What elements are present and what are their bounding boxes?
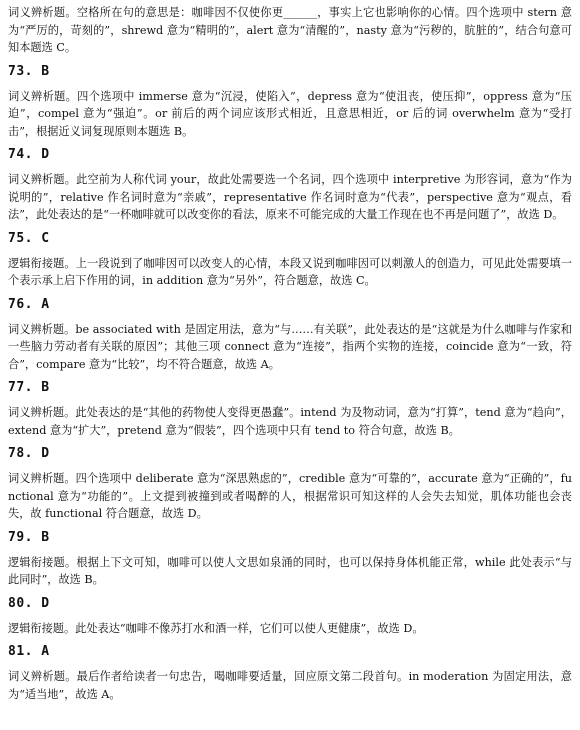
question-number: 74. D — [8, 147, 50, 162]
answer-item-75 — [8, 230, 572, 290]
explanation-text: 词义辨析题。四个选项中 deliberate 意为“深思熟虑的”，credible 意为“可靠的”，accurate 意为“正确的”，functional 意为“功能的”。上文提到被撞到或者喝醉的人，根据常识可知这样的人会失去知觉，肌体功能也会丧失，故 functional 符合题意，故选 D。 — [8, 472, 572, 520]
answer-item-81 — [8, 643, 572, 703]
question-number: 73. B — [8, 63, 50, 79]
answer-item-80 — [8, 595, 572, 638]
explanation-text: 词义辨析题。此处表达的是“其他的药物使人变得更愚蠢”。intend 为及物动词，意为“打算”，tend 意为“趋向”，extend 意为“扩大”，pretend 意为“假装”，四个选项中只有 tend to 符合句意，故选 B。 — [8, 406, 572, 437]
answer-item-73 — [8, 63, 572, 141]
explanation-text: 逻辑衔接题。上一段说到了咖啡因可以改变人的心情，本段又说到咖啡因可以刺激人的创造力，可见此处需要填一个表示承上启下作用的词，in addition 意为“另外”，符合题意，故选 C。 — [8, 256, 572, 287]
question-number: 75. C — [8, 230, 50, 246]
answer-item-76 — [8, 296, 572, 374]
answer-item-72 — [8, 4, 572, 57]
explanation-text: 词义辨析题。最后作者给读者一句忠告，喝咖啡要适量，回应原文第二段首句。in moderation 为固定用法，意为“适当地”，故选 A。 — [8, 670, 572, 701]
explanation-text: 词义辨析题。be associated with 是固定用法，意为“与……有关联”，此处表达的是“这就是为什么咖啡与作家和一些脑力劳动者有关联的原因”；其他三项 connect 意为“连接”，指两个实物的连接，coincide 意为“一致，符合”，compare 意为“比较”，均不符合题意，故选 A。 — [8, 322, 572, 371]
answer-item-77 — [8, 379, 572, 439]
question-number: 78. D — [8, 446, 50, 461]
question-number: 76. A — [8, 296, 50, 312]
question-number: 77. B — [8, 380, 50, 395]
answer-item-78 — [8, 445, 572, 523]
question-number: 79. B — [8, 529, 50, 545]
question-number: 80. D — [8, 595, 50, 611]
explanation-text: 逻辑衔接题。此处表达“咖啡不像苏打水和酒一样，它们可以使人更健康”，故选 D。 — [8, 621, 424, 635]
explanation-text: 词义辨析题。四个选项中 immerse 意为“沉浸，使陷入”，depress 意为“使沮丧，使压抑”，oppress 意为“压迫”，compel 意为“强迫”。or 前后的两个词应该形式相近，且意思相近，or 后的词 overwhelm 意为“受打击”，根据近义词复现原则本题选 B。 — [8, 89, 572, 138]
answer-item-79 — [8, 529, 572, 589]
explanation-text: 逻辑衔接题。根据上下文可知，咖啡可以使人文思如泉涌的同时，也可以保持身体机能正常，while 此处表示“与此同时”，故选 B。 — [8, 555, 572, 586]
explanation-text: 词义辨析题。此空前为人称代词 your，故此处需要选一个名词，四个选项中 interpretive 为形容词，意为“作为说明的”，relative 作名词时意为“亲戚”，representative 作名词时意为“代表”，perspective 意为“观点，看法”，此处表达的是“一杯咖啡就可以改变你的看法，原来不可能完成的大量工作现在也不再是问题了”，故选 D。 — [8, 173, 572, 221]
answer-item-74 — [8, 146, 572, 224]
explanation-text: 词义辨析题。空格所在句的意思是：咖啡因不仅使你更______，事实上它也影响你的心情。四个选项中 stern 意为“严厉的，苛刻的”，shrewd 意为“精明的”，alert 意为“清醒的”，nasty 意为“污秽的，肮脏的”，结合句意可知本题选 C。 — [8, 6, 572, 54]
question-number: 81. A — [8, 644, 50, 659]
